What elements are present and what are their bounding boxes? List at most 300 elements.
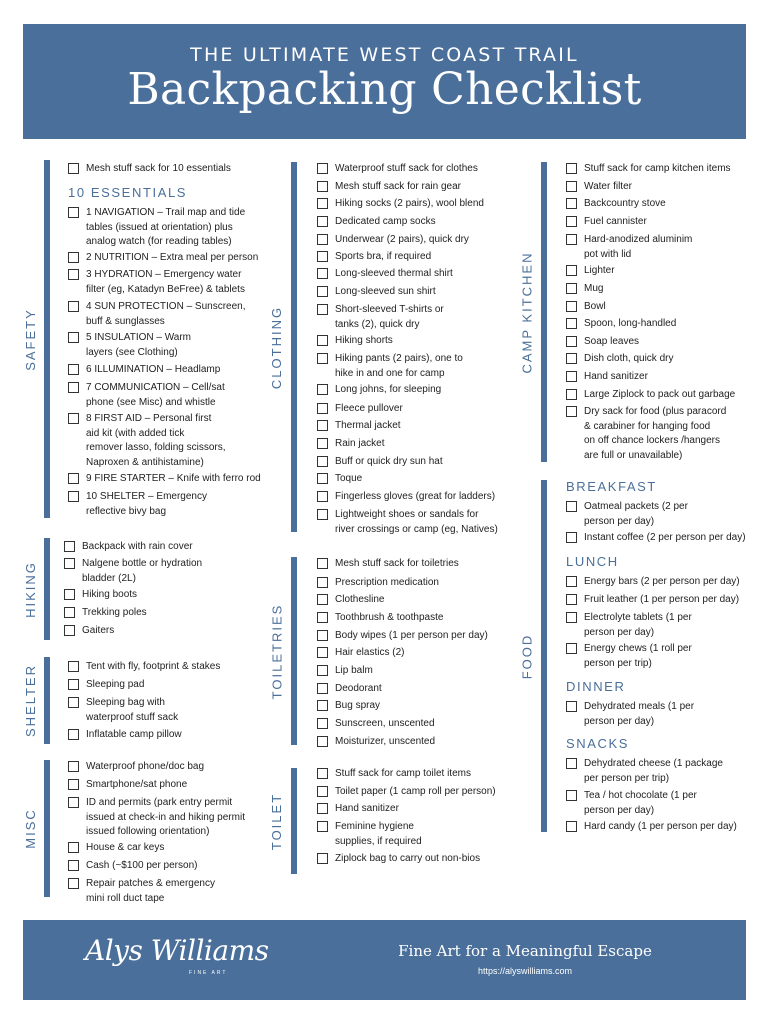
checklist-item[interactable]	[317, 611, 443, 626]
checklist-item-line: Dehydrated meals (1 per	[584, 701, 695, 712]
checklist-item-line: Large Ziplock to pack out garbage	[584, 389, 736, 400]
checklist-item[interactable]	[317, 197, 484, 212]
checkbox[interactable]	[566, 336, 577, 347]
checkbox[interactable]	[64, 558, 75, 569]
checklist-item[interactable]	[68, 760, 204, 775]
checkbox[interactable]	[566, 163, 577, 174]
checklist-item-line: phone (see Misc) and whistle	[86, 396, 216, 408]
checklist-item-line: Sports bra, if required	[335, 251, 432, 262]
checklist-item[interactable]	[64, 588, 137, 603]
checklist-item[interactable]	[566, 264, 615, 279]
checkbox[interactable]	[317, 181, 328, 192]
checklist-item-line: Tea / hot chocolate (1 per	[584, 790, 697, 801]
checklist-item[interactable]	[317, 699, 380, 714]
checklist-item-line: Tent with fly, footprint & stakes	[86, 661, 221, 672]
checklist-item-line: Hiking shorts	[335, 335, 393, 346]
checklist-item-text	[335, 472, 362, 487]
checkbox[interactable]	[566, 643, 577, 654]
checklist-item-line: Dehydrated cheese (1 package	[584, 758, 723, 769]
checklist-item[interactable]	[566, 300, 606, 315]
checklist-item-text	[584, 180, 632, 195]
checklist-item-text	[82, 606, 147, 621]
checklist-item-text	[335, 334, 393, 349]
checklist-item-line: reflective bivy bag	[86, 505, 167, 517]
checklist-item-text	[335, 455, 443, 470]
checklist-item[interactable]	[317, 576, 439, 591]
checklist-item-text	[86, 859, 197, 874]
checklist-item[interactable]	[68, 268, 245, 297]
checklist-item[interactable]	[566, 789, 697, 818]
checkbox[interactable]	[566, 532, 577, 543]
checklist-item-text	[86, 251, 258, 266]
section-label-text: CAMP KITCHEN	[519, 251, 535, 373]
checklist-item-line: Fleece pullover	[335, 403, 403, 414]
checklist-item[interactable]	[317, 352, 463, 381]
checklist-item[interactable]	[566, 700, 694, 729]
checkbox[interactable]	[68, 661, 79, 672]
checklist-item[interactable]	[317, 508, 498, 537]
checklist-item[interactable]	[317, 593, 384, 608]
checkbox[interactable]	[566, 576, 577, 587]
section-label-text: TOILET	[269, 792, 285, 850]
checklist-item-line: Stuff sack for camp kitchen items	[584, 163, 731, 174]
checklist-item[interactable]	[566, 388, 735, 403]
checklist-item-line: Hand sanitizer	[335, 803, 399, 814]
checklist-item-text	[86, 877, 215, 906]
checkbox[interactable]	[317, 403, 328, 414]
section-label-camp-kitchen	[517, 162, 537, 462]
checklist-item-line: Rain jacket	[335, 438, 385, 449]
checklist-item[interactable]	[317, 646, 404, 661]
checklist-item-text	[335, 285, 436, 300]
checklist-item[interactable]	[566, 335, 639, 350]
checklist-item-text	[335, 303, 444, 332]
checklist-item-line: Naproxen & antihistamine)	[86, 456, 204, 468]
checklist-item-line: Toilet paper (1 camp roll per person)	[335, 786, 496, 797]
checkbox[interactable]	[68, 878, 79, 889]
checkbox[interactable]	[317, 509, 328, 520]
checklist-item[interactable]	[68, 363, 220, 378]
checklist-item-text	[584, 757, 723, 786]
checklist-item[interactable]	[68, 778, 187, 793]
checklist-item-line: buff & sunglasses	[86, 315, 165, 327]
checklist-item[interactable]	[68, 841, 164, 856]
checklist-item-text	[86, 760, 204, 775]
checklist-item[interactable]	[566, 317, 676, 332]
checklist-item-text	[584, 162, 731, 177]
checkbox[interactable]	[566, 216, 577, 227]
section-label-text: SAFETY	[22, 307, 38, 371]
checklist-item-line: Inflatable camp pillow	[86, 729, 182, 740]
checkbox[interactable]	[68, 332, 79, 343]
checklist-item-line: Gaiters	[82, 625, 115, 636]
checklist-item-line: 5 INSULATION – Warm	[86, 332, 192, 343]
checkbox[interactable]	[68, 797, 79, 808]
checklist-item[interactable]	[68, 796, 245, 840]
checkbox[interactable]	[566, 318, 577, 329]
checklist-item-line: 4 SUN PROTECTION – Sunscreen,	[86, 301, 246, 312]
checkbox[interactable]	[68, 860, 79, 871]
section-bar	[291, 557, 297, 745]
checklist-item-line: Backpack with rain cover	[82, 541, 193, 552]
checkbox[interactable]	[64, 589, 75, 600]
checkbox[interactable]	[566, 389, 577, 400]
checklist-item[interactable]	[68, 877, 215, 906]
checkbox[interactable]	[317, 683, 328, 694]
checklist-item[interactable]	[317, 233, 469, 248]
checkbox[interactable]	[68, 413, 79, 424]
checklist-item[interactable]	[68, 728, 182, 743]
checklist-item-text	[86, 331, 191, 360]
checkbox[interactable]	[566, 758, 577, 769]
checklist-item-line: bladder (2L)	[82, 572, 136, 584]
checklist-item[interactable]	[566, 642, 692, 671]
checklist-item[interactable]	[317, 383, 441, 398]
checklist-item-line: Waterproof stuff sack for clothes	[335, 163, 478, 174]
checkbox[interactable]	[317, 853, 328, 864]
checkbox[interactable]	[317, 647, 328, 658]
checklist-item-line: Hard candy (1 per person per day)	[584, 821, 737, 832]
checkbox[interactable]	[68, 761, 79, 772]
checklist-item[interactable]	[566, 820, 737, 835]
checklist-item-text	[584, 500, 688, 529]
checkbox[interactable]	[317, 251, 328, 262]
section-label-clothing	[267, 162, 287, 532]
checklist-item-line: Toothbrush & toothpaste	[335, 612, 444, 623]
checklist-item-line: Bowl	[584, 301, 606, 312]
checkbox[interactable]	[317, 786, 328, 797]
checklist-item-line: Energy chews (1 roll per	[584, 643, 692, 654]
checkbox[interactable]	[68, 207, 79, 218]
checklist-item-text	[584, 215, 647, 230]
checklist-item-text	[584, 335, 639, 350]
checkbox[interactable]	[68, 729, 79, 740]
section-label-toiletries	[267, 557, 287, 745]
checklist-item[interactable]	[68, 472, 261, 487]
checklist-item[interactable]	[317, 767, 471, 782]
section-label-text: HIKING	[22, 560, 38, 618]
checklist-item-line: analog watch (for reading tables)	[86, 236, 232, 247]
checkbox[interactable]	[68, 697, 79, 708]
checklist-item[interactable]	[68, 162, 231, 177]
checkbox[interactable]	[317, 594, 328, 605]
checklist-item[interactable]	[64, 557, 202, 586]
checkbox[interactable]	[68, 382, 79, 393]
checklist-item[interactable]	[68, 696, 178, 725]
checklist-item[interactable]	[566, 500, 688, 529]
checklist-item-text	[584, 370, 648, 385]
checklist-item[interactable]	[317, 820, 422, 849]
checklist-item-line: remover lasso, folding scissors,	[86, 442, 226, 453]
checklist-item-line: tables (issued at orientation) plus	[86, 221, 233, 233]
checklist-item-line: 1 NAVIGATION – Trail map and tide	[86, 207, 246, 218]
checklist-item[interactable]	[68, 206, 245, 250]
checklist-item-text	[335, 735, 435, 750]
checklist-item-text	[335, 664, 373, 679]
checklist-item-text	[86, 381, 225, 410]
checklist-item-text	[584, 264, 615, 279]
checklist-item[interactable]	[566, 197, 666, 212]
checklist-item-line: Long-sleeved thermal shirt	[335, 268, 453, 279]
checklist-item[interactable]	[317, 557, 459, 572]
checkbox[interactable]	[566, 198, 577, 209]
checklist-item-line: 8 FIRST AID – Personal first	[86, 413, 212, 424]
checklist-item[interactable]	[566, 282, 603, 297]
checklist-item-line: 7 COMMUNICATION – Cell/sat	[86, 382, 225, 393]
checklist-item-text	[335, 785, 496, 800]
checklist-item-text	[335, 629, 488, 644]
checkbox[interactable]	[317, 821, 328, 832]
checklist-item-text	[335, 557, 459, 572]
section-bar	[541, 162, 547, 462]
section-bar	[44, 760, 50, 897]
checklist-item[interactable]	[64, 540, 193, 555]
checkbox[interactable]	[317, 304, 328, 315]
checklist-item[interactable]	[317, 215, 436, 230]
checklist-item[interactable]	[317, 664, 373, 679]
checklist-item[interactable]	[317, 180, 461, 195]
checklist-item[interactable]	[68, 331, 191, 360]
checklist-item-line: Waterproof phone/doc bag	[86, 761, 205, 772]
checklist-item[interactable]	[317, 629, 488, 644]
checkbox[interactable]	[68, 301, 79, 312]
checkbox[interactable]	[64, 607, 75, 618]
checklist-item[interactable]	[317, 455, 443, 470]
checklist-item-line: person per day)	[584, 515, 655, 527]
checkbox[interactable]	[566, 301, 577, 312]
checkbox[interactable]	[566, 594, 577, 605]
checklist-item[interactable]	[68, 490, 207, 519]
checkbox[interactable]	[317, 438, 328, 449]
checkbox[interactable]	[566, 353, 577, 364]
checklist-item[interactable]	[64, 624, 114, 639]
checklist-item[interactable]	[68, 678, 144, 693]
checkbox[interactable]	[317, 234, 328, 245]
section-label-shelter	[20, 657, 40, 744]
checklist-item-line: Backcountry stove	[584, 198, 666, 209]
checklist-item[interactable]	[317, 490, 495, 505]
checklist-item[interactable]	[317, 682, 382, 697]
checkbox[interactable]	[317, 163, 328, 174]
checklist-item-line: Electrolyte tablets (1 per	[584, 612, 692, 623]
checklist-item-line: are full or unavailable)	[584, 449, 683, 461]
checklist-item[interactable]	[566, 531, 746, 546]
checkbox[interactable]	[317, 577, 328, 588]
checklist-item[interactable]	[317, 334, 393, 349]
checkbox[interactable]	[566, 234, 577, 245]
checkbox[interactable]	[317, 736, 328, 747]
checklist-item-line: 3 HYDRATION – Emergency water	[86, 269, 242, 280]
checklist-item[interactable]	[64, 606, 147, 621]
checkbox[interactable]	[68, 779, 79, 790]
checkbox[interactable]	[68, 679, 79, 690]
checklist-item-line: Mesh stuff sack for rain gear	[335, 181, 461, 192]
checklist-item[interactable]	[68, 381, 225, 410]
checklist-item-line: Smartphone/sat phone	[86, 779, 188, 790]
checklist-item-line: Sleeping pad	[86, 679, 145, 690]
checkbox[interactable]	[566, 406, 577, 417]
checklist-item-text	[86, 796, 245, 840]
checklist-item-line: tanks (2), quick dry	[335, 318, 420, 330]
checkbox[interactable]	[68, 842, 79, 853]
checkbox[interactable]	[566, 821, 577, 832]
checklist-item[interactable]	[566, 575, 740, 590]
checkbox[interactable]	[566, 701, 577, 712]
checklist-item-text	[335, 197, 484, 212]
checkbox[interactable]	[317, 268, 328, 279]
checkbox[interactable]	[566, 283, 577, 294]
checkbox[interactable]	[68, 269, 79, 280]
checkbox[interactable]	[317, 216, 328, 227]
checklist-item-line: 10 SHELTER – Emergency	[86, 491, 207, 502]
checklist-item-line: Trekking poles	[82, 607, 147, 618]
checklist-item[interactable]	[317, 250, 431, 265]
checklist-item[interactable]	[566, 593, 739, 608]
checklist-item-line: 2 NUTRITION – Extra meal per person	[86, 252, 259, 263]
checkbox[interactable]	[64, 541, 75, 552]
checklist-item-text	[584, 593, 739, 608]
checklist-item-line: 9 FIRE STARTER – Knife with ferro rod	[86, 473, 261, 484]
checklist-item-line: Hand sanitizer	[584, 371, 648, 382]
checklist-item-text	[335, 437, 384, 452]
checkbox[interactable]	[566, 265, 577, 276]
checklist-item[interactable]	[317, 472, 362, 487]
checkbox[interactable]	[317, 353, 328, 364]
checkbox[interactable]	[317, 286, 328, 297]
checklist-item[interactable]	[317, 303, 444, 332]
checkbox[interactable]	[68, 364, 79, 375]
checklist-item-text	[584, 531, 746, 546]
checklist-item[interactable]	[317, 735, 435, 750]
checklist-item-line: Fuel cannister	[584, 216, 647, 227]
checklist-item-line: Lightweight shoes or sandals for	[335, 509, 479, 520]
checklist-item-text	[86, 728, 182, 743]
checklist-item[interactable]	[317, 785, 496, 800]
checklist-item-text	[584, 820, 737, 835]
checklist-item-text	[86, 490, 207, 519]
checklist-item-line: Long johns, for sleeping	[335, 384, 442, 395]
checkbox[interactable]	[566, 501, 577, 512]
checklist-item-line: Mug	[584, 283, 604, 294]
footer-url[interactable]: https://alyswilliams.com	[477, 966, 573, 976]
checkbox[interactable]	[317, 612, 328, 623]
checklist-item[interactable]	[317, 419, 401, 434]
checklist-item[interactable]	[566, 757, 723, 786]
checklist-item-text	[584, 575, 740, 590]
checklist-item-line: Hiking boots	[82, 589, 138, 600]
checklist-item[interactable]	[566, 405, 726, 463]
checklist-item[interactable]	[566, 215, 647, 230]
checklist-item-line: Hair elastics (2)	[335, 647, 405, 658]
checklist-item[interactable]	[317, 802, 399, 817]
checkbox[interactable]	[317, 558, 328, 569]
checklist-item-line: Instant coffee (2 per person per day)	[584, 532, 746, 543]
checklist-item-text	[335, 682, 382, 697]
checklist-item[interactable]	[566, 370, 648, 385]
checklist-item[interactable]	[317, 162, 478, 177]
checklist-item[interactable]	[317, 402, 403, 417]
checklist-item-text	[335, 576, 439, 591]
checkbox[interactable]	[64, 625, 75, 636]
checklist-item-line: person per day)	[584, 804, 655, 816]
checklist-item[interactable]	[566, 611, 692, 640]
checkbox[interactable]	[566, 612, 577, 623]
checklist-item-line: Feminine hygiene	[335, 821, 414, 832]
checkbox[interactable]	[317, 473, 328, 484]
checkbox[interactable]	[317, 456, 328, 467]
checkbox[interactable]	[68, 491, 79, 502]
checklist-item[interactable]	[317, 717, 435, 732]
checklist-item[interactable]	[68, 412, 226, 470]
section-bar	[541, 480, 547, 832]
checkbox[interactable]	[317, 335, 328, 346]
checklist-item-text	[86, 696, 178, 725]
checklist-item-line: pot with lid	[584, 248, 632, 260]
checklist-item-line: Nalgene bottle or hydration	[82, 558, 203, 569]
checklist-item-line: Toque	[335, 473, 363, 484]
checklist-item-line: Long-sleeved sun shirt	[335, 286, 436, 297]
section-label-misc	[20, 760, 40, 897]
checklist-item[interactable]	[317, 852, 480, 867]
checklist-item[interactable]	[566, 162, 731, 177]
checkbox[interactable]	[566, 181, 577, 192]
checklist-item[interactable]	[566, 233, 692, 262]
checkbox[interactable]	[566, 790, 577, 801]
signature-subtext: FINE ART	[189, 970, 228, 976]
checklist-item-line: Stuff sack for camp toilet items	[335, 768, 471, 779]
checklist-item-text	[335, 820, 422, 849]
checklist-item[interactable]	[566, 352, 673, 367]
checkbox[interactable]	[68, 163, 79, 174]
checklist-item[interactable]	[317, 267, 453, 282]
checkbox[interactable]	[317, 803, 328, 814]
checkbox[interactable]	[68, 473, 79, 484]
checkbox[interactable]	[317, 198, 328, 209]
checklist-item[interactable]	[317, 285, 436, 300]
checkbox[interactable]	[317, 718, 328, 729]
checklist-item-text	[584, 300, 606, 315]
checklist-item-line: Buff or quick dry sun hat	[335, 456, 443, 467]
checklist-item-line: Bug spray	[335, 700, 381, 711]
checklist-item[interactable]	[68, 859, 197, 874]
section-bar	[44, 160, 50, 518]
checkbox[interactable]	[566, 371, 577, 382]
checklist-item-line: person per trip)	[584, 657, 652, 669]
checklist-item[interactable]	[68, 660, 220, 675]
checklist-item-text	[335, 180, 461, 195]
checklist-item[interactable]	[68, 300, 246, 329]
checkbox[interactable]	[317, 768, 328, 779]
checklist-item-line: Deodorant	[335, 683, 382, 694]
checkbox[interactable]	[317, 700, 328, 711]
checkbox[interactable]	[317, 384, 328, 395]
checklist-item-line: Sleeping bag with	[86, 697, 165, 708]
section-label-food	[517, 480, 537, 832]
checklist-item[interactable]	[566, 180, 632, 195]
checkbox[interactable]	[317, 420, 328, 431]
checklist-item[interactable]	[68, 251, 258, 266]
checklist-item-text	[584, 642, 692, 671]
checklist-item[interactable]	[317, 437, 384, 452]
checklist-item-text	[584, 282, 603, 297]
checklist-item-line: Fruit leather (1 per person per day)	[584, 594, 740, 605]
checkbox[interactable]	[317, 630, 328, 641]
checklist-item-text	[335, 215, 436, 230]
checklist-item-text	[86, 162, 231, 177]
checkbox[interactable]	[317, 665, 328, 676]
checkbox[interactable]	[317, 491, 328, 502]
checkbox[interactable]	[68, 252, 79, 263]
